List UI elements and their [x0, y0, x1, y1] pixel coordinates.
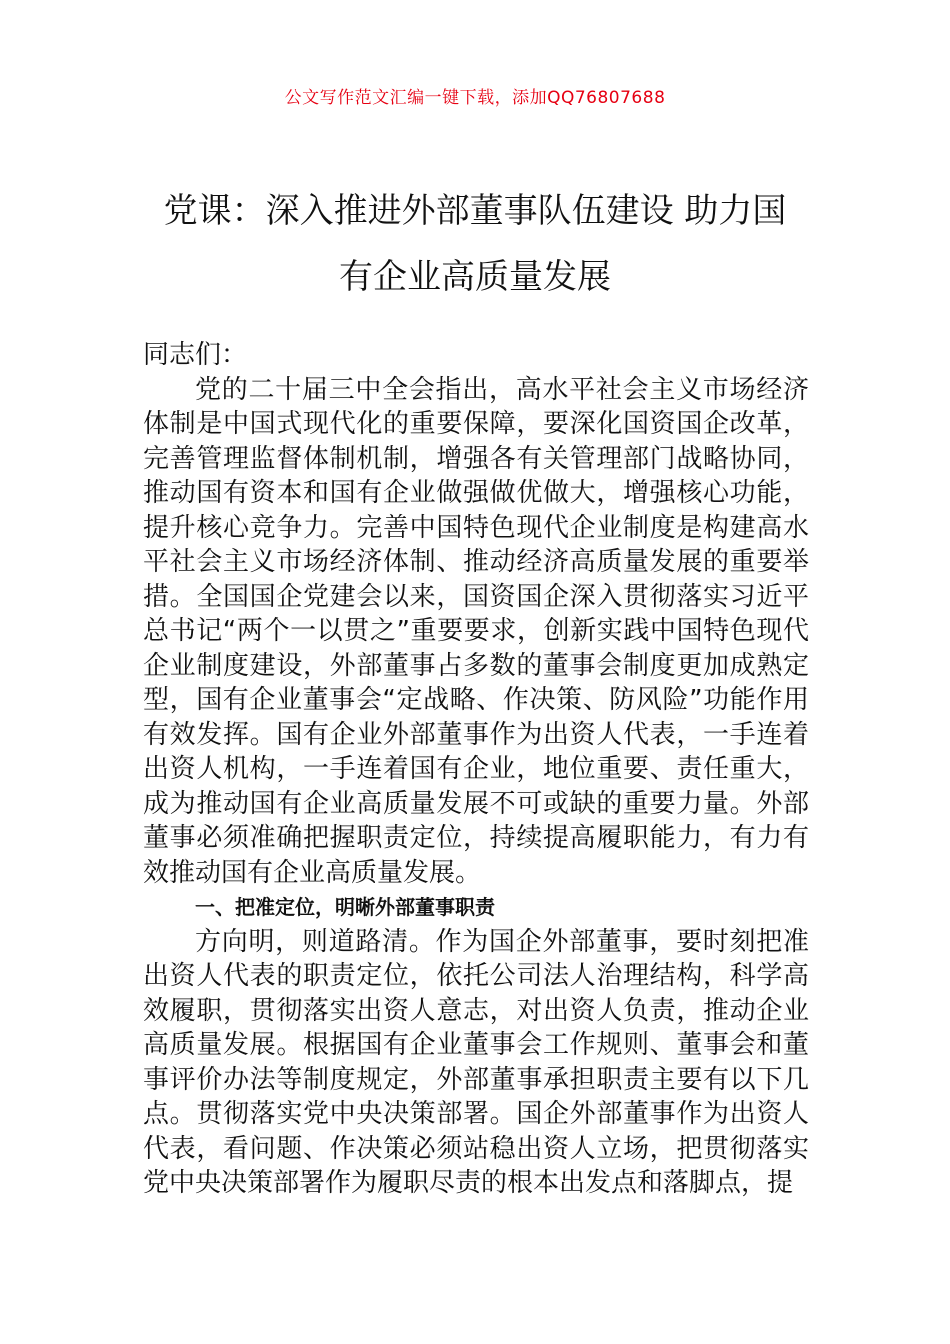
section-heading-1: 一、把准定位，明晰外部董事职责: [195, 895, 495, 919]
download-watermark: 公文写作范文汇编一键下载，添加QQ76807688: [284, 88, 666, 108]
document-title: [120, 178, 830, 310]
paragraph-intro: 党的二十届三中全会指出，高水平社会主义市场经济体制是中国式现代化的重要保障，要深化国资国企改革，完善管理监督体制机制，增强各有关管理部门战略协同，推动国有资本和国有企业做强做优做大，增强核心功能，提升核心竞争力。完善中国特色现代企业制度是构建高水平社会主义市场经济体制、推动经济高质量发展的重要举措。全国国企党建会以来，国资国企深入贯彻落实习近平总书记“两个一以贯之”重要要求，创新实践中国特色现代企业制度建设，外部董事占多数的董事会制度更加成熟定型，国有企业董事会“定战略、作决策、防风险”功能作用有效发挥。国有企业外部董事作为出资人代表，一手连着出资人机构，一手连着国有企业，地位重要、责任重大，成为推动国有企业高质量发展不可或缺的重要力量。外部董事必须准确把握职责定位，持续提高履职能力，有力有效推动国有企业高质量发展。: [143, 374, 809, 888]
title-line-1: 党课：深入推进外部董事队伍建设 助力国: [163, 191, 787, 231]
salutation: 同志们：: [143, 340, 248, 370]
document-body: [143, 338, 809, 1201]
title-line-2: 有企业高质量发展: [339, 257, 611, 297]
paragraph-section-1: 方向明，则道路清。作为国企外部董事，要时刻把准出资人代表的职责定位，依托公司法人治理结构，科学高效履职，贯彻落实出资人意志，对出资人负责，推动企业高质量发展。根据国有企业董事会工作规则、董事会和董事评价办法等制度规定，外部董事承担职责主要有以下几点。贯彻落实党中央决策部署。国企外部董事作为出资人代表，看问题、作决策必须站稳出资人立场，把贯彻落实党中央决策部署作为履职尽责的根本出发点和落脚点，提: [143, 926, 809, 1198]
